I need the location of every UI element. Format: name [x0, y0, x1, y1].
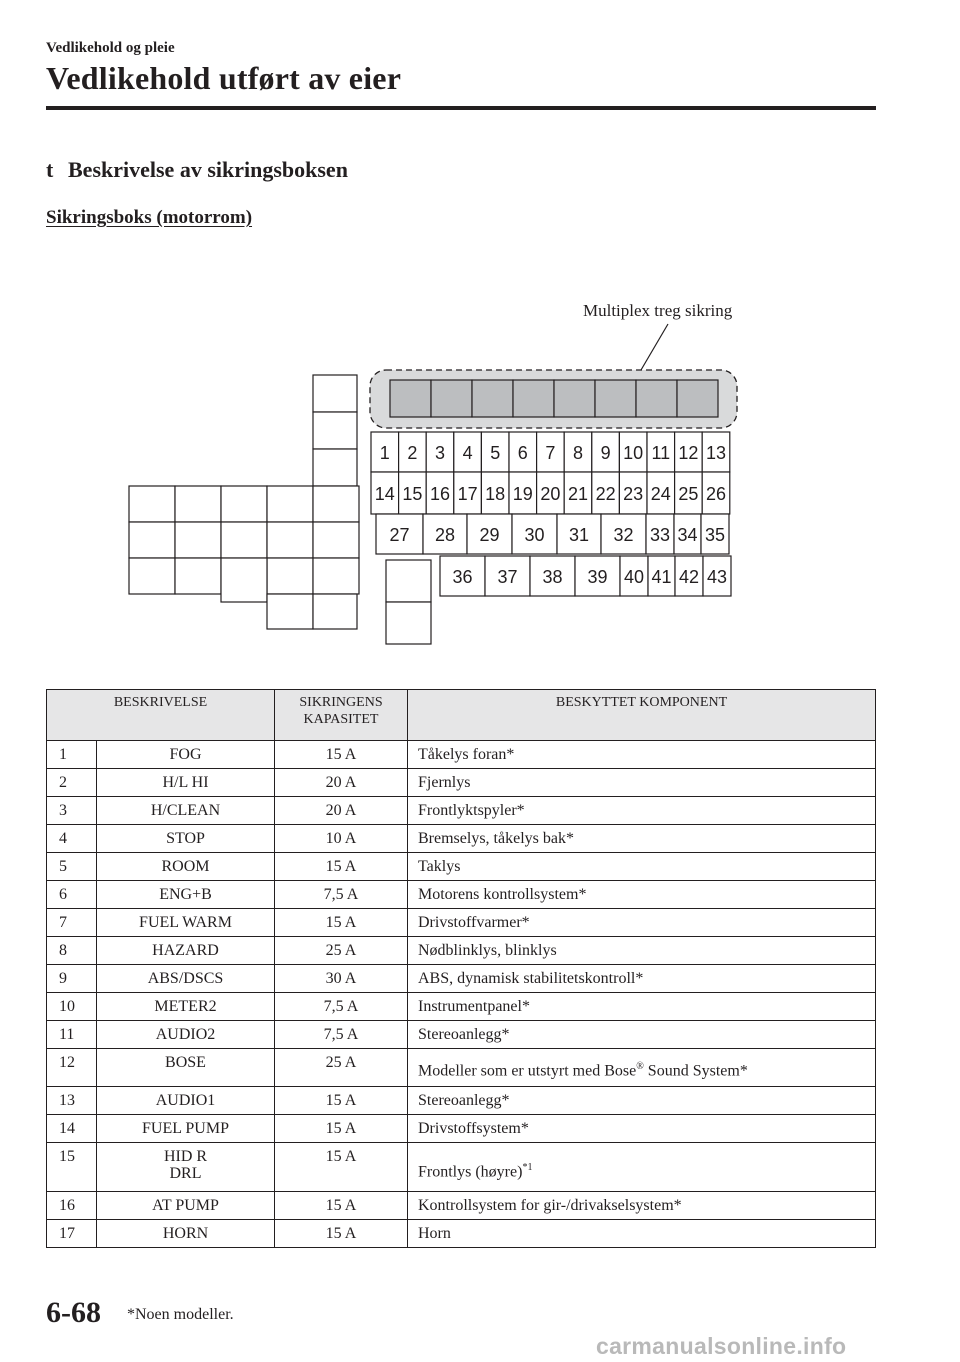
fuse-slot-label: 25 [678, 484, 699, 504]
fuse-slot-label: 10 [623, 443, 644, 463]
watermark: carmanualsonline.info [596, 1333, 847, 1359]
fuse-slot-label: 43 [706, 567, 728, 587]
table-row [47, 1087, 876, 1115]
subsection-heading [46, 157, 348, 183]
fuse-slot-label: 18 [485, 484, 506, 504]
fuse-slot-label: 11 [651, 443, 671, 463]
protected-component: Nødblinklys, blinklys [408, 937, 876, 965]
protected-component [408, 1143, 876, 1192]
relay-cell [175, 522, 221, 558]
fuse-capacity: 10 A [275, 825, 408, 853]
table-row [47, 853, 876, 881]
multiplex-fuse-cell [677, 380, 718, 417]
multiplex-fuse-cell [513, 380, 554, 417]
protected-component: Frontlyktspyler* [408, 797, 876, 825]
header-capacity [275, 690, 408, 741]
fuse-slot-label: 22 [595, 484, 616, 504]
fuse-slot-label: 35 [704, 525, 726, 545]
fuse-slot-label: 33 [649, 525, 671, 545]
header-capacity-line1: SIKRINGENS [299, 695, 383, 710]
fuse-slot-label: 7 [545, 443, 556, 463]
fuse-description: BOSE [97, 1049, 275, 1087]
table-row [47, 965, 876, 993]
fuse-number: 9 [47, 965, 97, 993]
fuse-capacity: 7,5 A [275, 881, 408, 909]
fuse-description: H/CLEAN [97, 797, 275, 825]
multiplex-fuse-cell [390, 380, 431, 417]
fuse-number: 16 [47, 1192, 97, 1220]
fuse-slot-label: 16 [429, 484, 451, 504]
component-superscript: *1 [522, 1162, 533, 1174]
table-row [47, 741, 876, 769]
fuse-slot-label: 37 [497, 567, 518, 587]
table-row [47, 1192, 876, 1220]
multiplex-fuse-cell [472, 380, 513, 417]
table-header-row [47, 690, 876, 741]
table-row [47, 1021, 876, 1049]
fuse-slot-label: 9 [600, 443, 611, 463]
table-row [47, 1143, 876, 1192]
table-row [47, 797, 876, 825]
relay-cell [267, 522, 313, 558]
multiplex-fuse-cells [390, 380, 718, 417]
protected-component: Taklys [408, 853, 876, 881]
table-row [47, 825, 876, 853]
table-row [47, 769, 876, 797]
fuse-slot-label: 1 [379, 443, 390, 463]
fuse-description: FOG [97, 741, 275, 769]
table-row [47, 993, 876, 1021]
relay-cell [313, 594, 357, 629]
fuse-number: 11 [47, 1021, 97, 1049]
fuse-number: 12 [47, 1049, 97, 1087]
fuse-table-body [47, 741, 876, 1248]
multiplex-fuse-cell [554, 380, 595, 417]
protected-component: Instrumentpanel* [408, 993, 876, 1021]
fuse-description: FUEL WARM [97, 909, 275, 937]
fuse-slot-label: 5 [490, 443, 501, 463]
relay-cell [313, 486, 359, 522]
fuse-slot-label: 40 [623, 567, 645, 587]
fuse-slot-label: 19 [512, 484, 533, 504]
fuse-capacity: 15 A [275, 853, 408, 881]
relay-cell [313, 522, 359, 558]
protected-component: Stereoanlegg* [408, 1021, 876, 1049]
heading-rule [46, 106, 876, 110]
fuse-slot-label: 29 [479, 525, 500, 545]
protected-component: Motorens kontrollsystem* [408, 881, 876, 909]
fuse-description: FUEL PUMP [97, 1115, 275, 1143]
relay-cell [129, 486, 175, 522]
relay-cell [313, 412, 357, 449]
bullet-glyph: t [46, 157, 54, 182]
multiplex-fuse-cell [431, 380, 472, 417]
left-relay-block [129, 375, 359, 629]
fuse-number: 3 [47, 797, 97, 825]
fuse-description: METER2 [97, 993, 275, 1021]
fuse-capacity: 15 A [275, 1087, 408, 1115]
fuse-slot-label: 4 [462, 443, 473, 463]
component-superscript: ® [636, 1060, 644, 1072]
fuse-slot-label: 6 [517, 443, 528, 463]
component-text: Frontlys (høyre) [418, 1163, 523, 1181]
fuse-slot-label: 13 [705, 443, 727, 463]
relay-cell [386, 560, 431, 602]
relay-cell [175, 486, 221, 522]
page-number: 6-68 [46, 1296, 101, 1329]
protected-component: ABS, dynamisk stabilitetskontroll* [408, 965, 876, 993]
fuse-slot-label: 32 [613, 525, 634, 545]
relay-cell [313, 375, 357, 412]
fuse-slot-label: 27 [389, 525, 410, 545]
fuse-description: ENG+B [97, 881, 275, 909]
fuse-slot-label: 21 [567, 484, 589, 504]
callout-label: Multiplex treg sikring [583, 301, 733, 320]
table-row [47, 1049, 876, 1087]
fuse-description: ABS/DSCS [97, 965, 275, 993]
fuse-description [97, 1143, 275, 1192]
fuse-number: 1 [47, 741, 97, 769]
relay-cell [386, 602, 431, 644]
relay-cell [129, 558, 175, 594]
fuse-capacity: 15 A [275, 909, 408, 937]
fuse-slot-label: 20 [540, 484, 561, 504]
protected-component [408, 1049, 876, 1087]
fuse-slot-label: 24 [650, 484, 671, 504]
table-row [47, 937, 876, 965]
fuse-number: 14 [47, 1115, 97, 1143]
fuse-table [46, 689, 876, 1248]
fuse-number: 13 [47, 1087, 97, 1115]
relay-cell [221, 558, 267, 602]
fuse-description: AUDIO2 [97, 1021, 275, 1049]
protected-component: Tåkelys foran* [408, 741, 876, 769]
fuse-number: 8 [47, 937, 97, 965]
fuse-description: ROOM [97, 853, 275, 881]
fuse-slot-label: 38 [542, 567, 563, 587]
fuse-slot-label: 12 [678, 443, 699, 463]
protected-component: Drivstoffsystem* [408, 1115, 876, 1143]
multiplex-fuse-cell [636, 380, 677, 417]
protected-component: Horn [408, 1220, 876, 1248]
fuse-capacity: 25 A [275, 1049, 408, 1087]
protected-component: Stereoanlegg* [408, 1087, 876, 1115]
fuse-number: 6 [47, 881, 97, 909]
fuse-description-line1: HID R [163, 1148, 208, 1165]
protected-component: Drivstoffvarmer* [408, 909, 876, 937]
fuse-slot-label: 41 [651, 567, 672, 587]
diagram-caption: Sikringsboks (motorrom) [46, 207, 253, 228]
fuse-description: H/L HI [97, 769, 275, 797]
header-description: BESKRIVELSE [47, 690, 275, 741]
fuse-slot-label: 30 [524, 525, 545, 545]
fuse-slot-label: 42 [678, 567, 700, 587]
protected-component: Bremselys, tåkelys bak* [408, 825, 876, 853]
callout-leader [641, 324, 668, 370]
fuse-number: 7 [47, 909, 97, 937]
fuse-slot-label: 39 [587, 567, 608, 587]
protected-component: Kontrollsystem for gir-/drivakselsystem* [408, 1192, 876, 1220]
fuse-slot-label: 2 [407, 443, 418, 463]
fuse-number: 10 [47, 993, 97, 1021]
fuse-capacity: 30 A [275, 965, 408, 993]
fuse-capacity: 20 A [275, 797, 408, 825]
fuse-slot-label: 14 [374, 484, 395, 504]
fuse-capacity: 15 A [275, 1220, 408, 1248]
fuse-slot-label: 23 [623, 484, 644, 504]
header-capacity-line2: KAPASITET [303, 712, 379, 727]
fuse-capacity: 7,5 A [275, 993, 408, 1021]
relay-cell [221, 486, 267, 522]
footnote: *Noen modeller. [127, 1306, 234, 1323]
relay-cell [175, 558, 221, 594]
fuse-description: AT PUMP [97, 1192, 275, 1220]
relay-cell [313, 558, 359, 594]
component-text-suffix: Sound System* [643, 1062, 748, 1080]
page-title: Vedlikehold utført av eier [46, 60, 402, 96]
fuse-box-diagram [0, 290, 960, 660]
header-component: BESKYTTET KOMPONENT [408, 690, 876, 741]
fuse-capacity: 7,5 A [275, 1021, 408, 1049]
fuse-number: 15 [47, 1143, 97, 1192]
table-row [47, 1220, 876, 1248]
fuse-slot-label: 36 [452, 567, 473, 587]
fuse-capacity: 15 A [275, 1115, 408, 1143]
lower-relay-block [386, 560, 431, 644]
fuse-capacity: 15 A [275, 741, 408, 769]
fuse-number: 17 [47, 1220, 97, 1248]
relay-cell [267, 594, 313, 629]
fuse-number: 5 [47, 853, 97, 881]
table-row [47, 1115, 876, 1143]
fuse-slot-label: 31 [568, 525, 590, 545]
fuse-capacity: 15 A [275, 1143, 408, 1192]
component-text: Modeller som er utstyrt med Bose [418, 1062, 637, 1080]
relay-cell [313, 449, 357, 486]
fuse-slot-label: 3 [434, 443, 446, 463]
fuse-capacity: 20 A [275, 769, 408, 797]
multiplex-fuse-cell [595, 380, 636, 417]
fuse-slot-label: 17 [457, 484, 478, 504]
relay-cell [221, 522, 267, 558]
fuse-slot-label: 34 [677, 525, 698, 545]
fuse-slot-label: 8 [572, 443, 584, 463]
subsection-title: Beskrivelse av sikringsboksen [68, 157, 348, 182]
fuse-capacity: 25 A [275, 937, 408, 965]
protected-component: Fjernlys [408, 769, 876, 797]
fuse-slot-label: 28 [434, 525, 456, 545]
fuse-description-line2: DRL [169, 1165, 202, 1182]
relay-cell [129, 522, 175, 558]
relay-cell [267, 558, 313, 594]
fuse-description: STOP [97, 825, 275, 853]
fuse-number: 4 [47, 825, 97, 853]
fuse-description: HORN [97, 1220, 275, 1248]
table-row [47, 881, 876, 909]
fuse-description: HAZARD [97, 937, 275, 965]
fuse-number: 2 [47, 769, 97, 797]
section-label: Vedlikehold og pleie [46, 40, 175, 56]
relay-cell [267, 486, 313, 522]
fuse-slot-label: 26 [705, 484, 727, 504]
table-row [47, 909, 876, 937]
fuse-slot-label: 15 [402, 484, 423, 504]
fuse-description: AUDIO1 [97, 1087, 275, 1115]
fuse-capacity: 15 A [275, 1192, 408, 1220]
